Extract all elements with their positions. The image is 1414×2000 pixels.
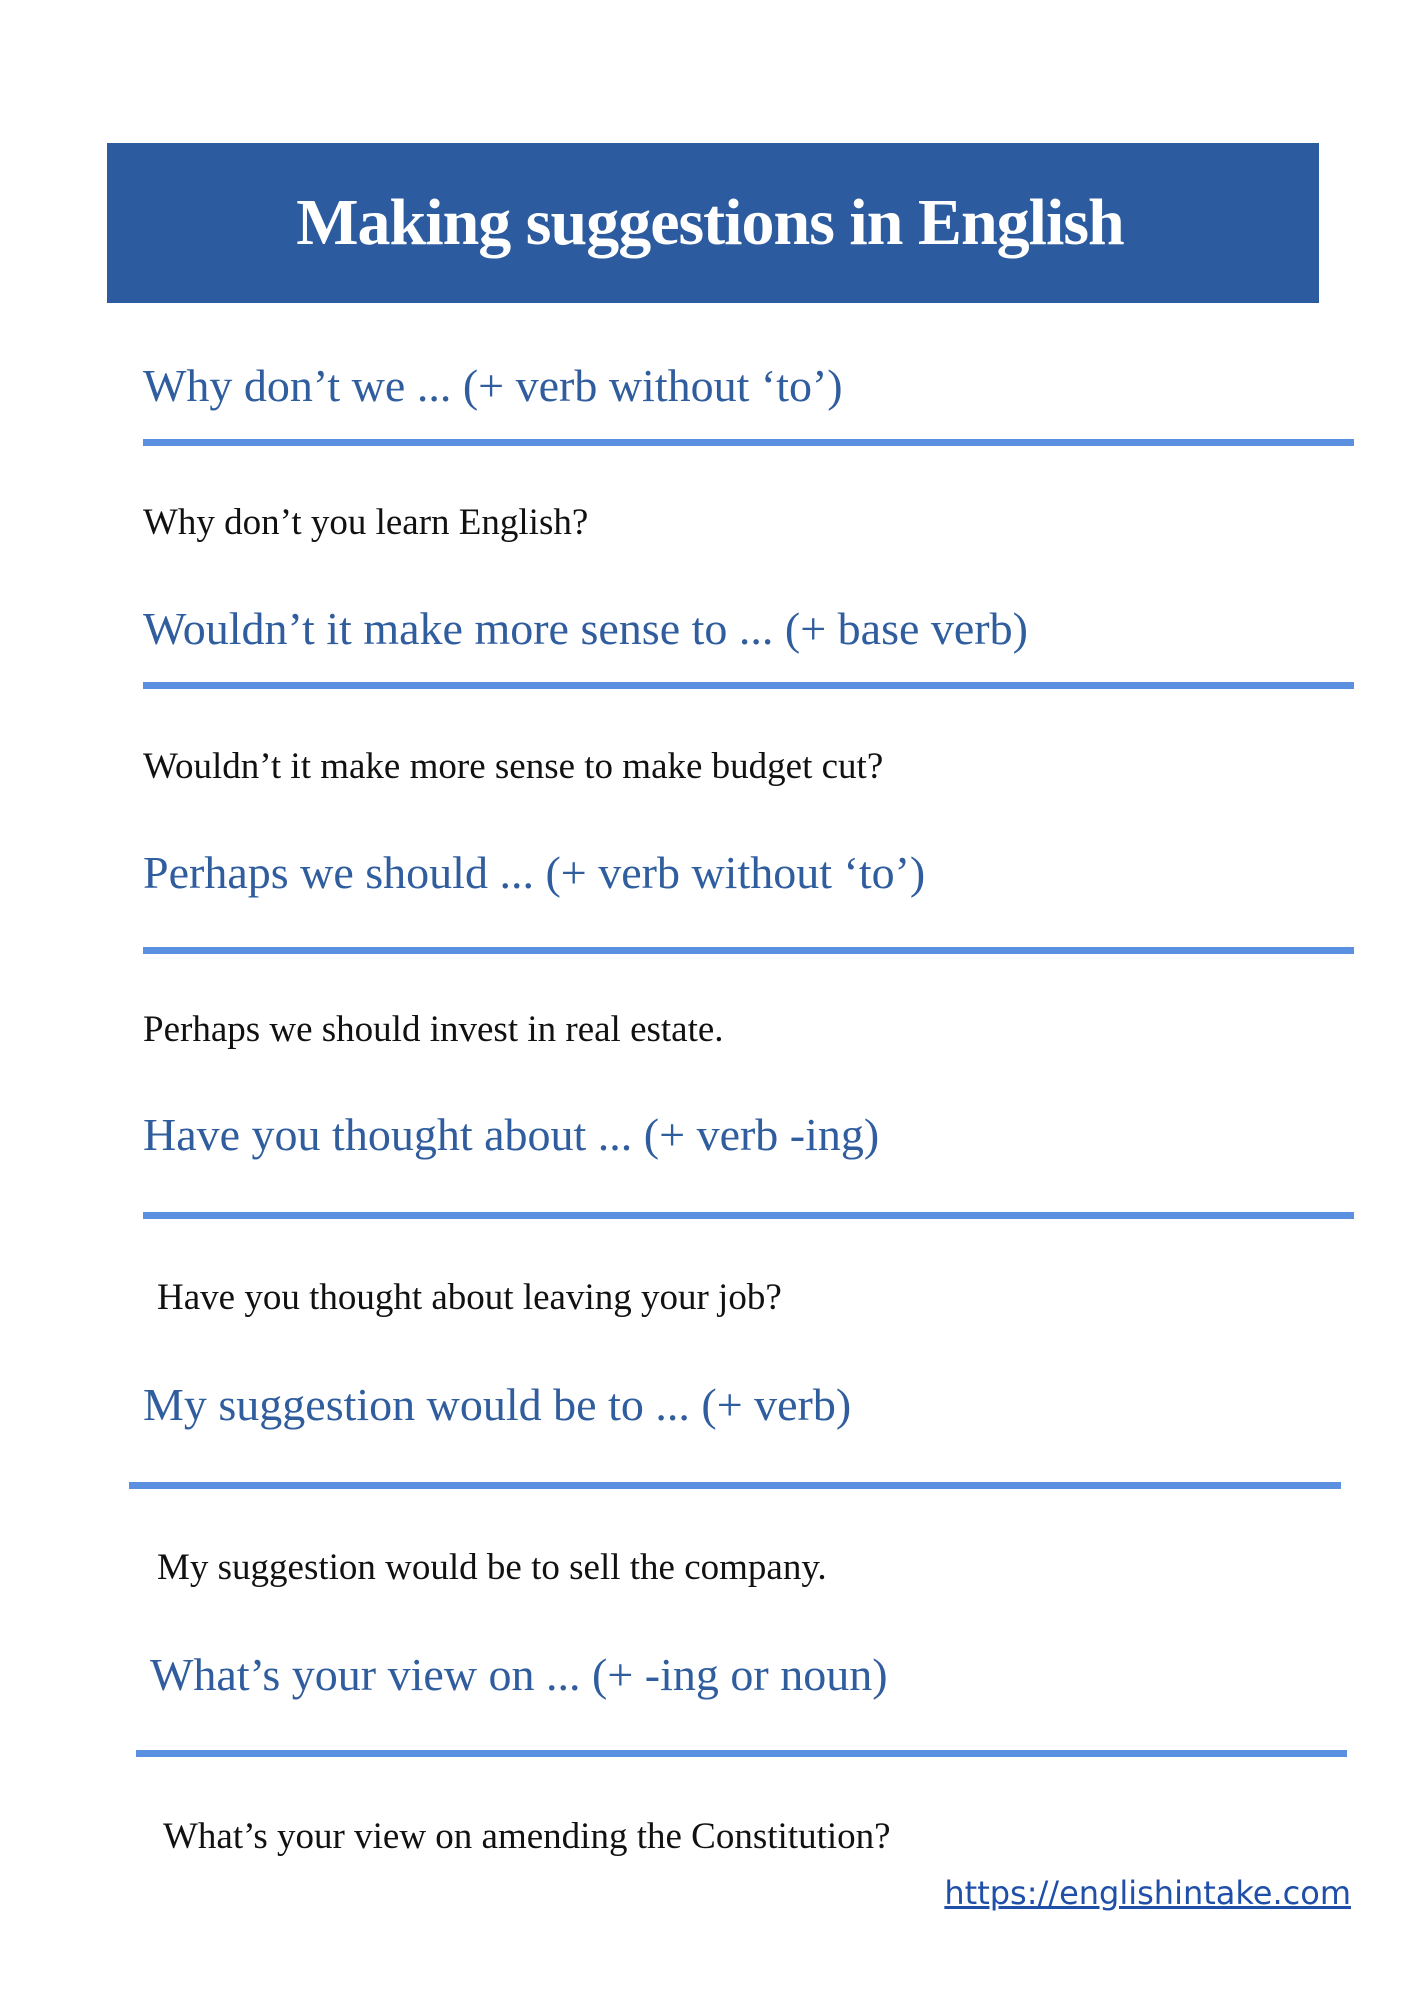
- page-title: Making suggestions in English: [296, 186, 1124, 259]
- website-link[interactable]: https://englishintake.com: [944, 1874, 1351, 1912]
- divider: [143, 682, 1354, 689]
- example-sentence: My suggestion would be to sell the company.: [157, 1547, 827, 1588]
- section-heading: My suggestion would be to ... (+ verb): [143, 1379, 852, 1430]
- section-heading: Why don’t we ... (+ verb without ‘to’): [143, 360, 843, 411]
- section-heading: Perhaps we should ... (+ verb without ‘to’): [143, 847, 926, 898]
- divider: [143, 1212, 1354, 1219]
- divider: [136, 1750, 1347, 1757]
- section-heading: Wouldn’t it make more sense to ... (+ base verb): [143, 603, 1028, 654]
- title-banner: [107, 143, 1319, 303]
- example-sentence: Have you thought about leaving your job?: [157, 1277, 782, 1318]
- example-sentence: Wouldn’t it make more sense to make budget cut?: [143, 746, 884, 787]
- section-heading: Have you thought about ... (+ verb -ing): [143, 1109, 880, 1160]
- divider: [143, 439, 1354, 446]
- example-sentence: Why don’t you learn English?: [143, 502, 589, 543]
- example-sentence: What’s your view on amending the Constitution?: [163, 1816, 891, 1857]
- example-sentence: Perhaps we should invest in real estate.: [143, 1009, 724, 1050]
- divider: [129, 1482, 1341, 1489]
- divider: [143, 947, 1354, 954]
- section-heading: What’s your view on ... (+ -ing or noun): [150, 1649, 888, 1700]
